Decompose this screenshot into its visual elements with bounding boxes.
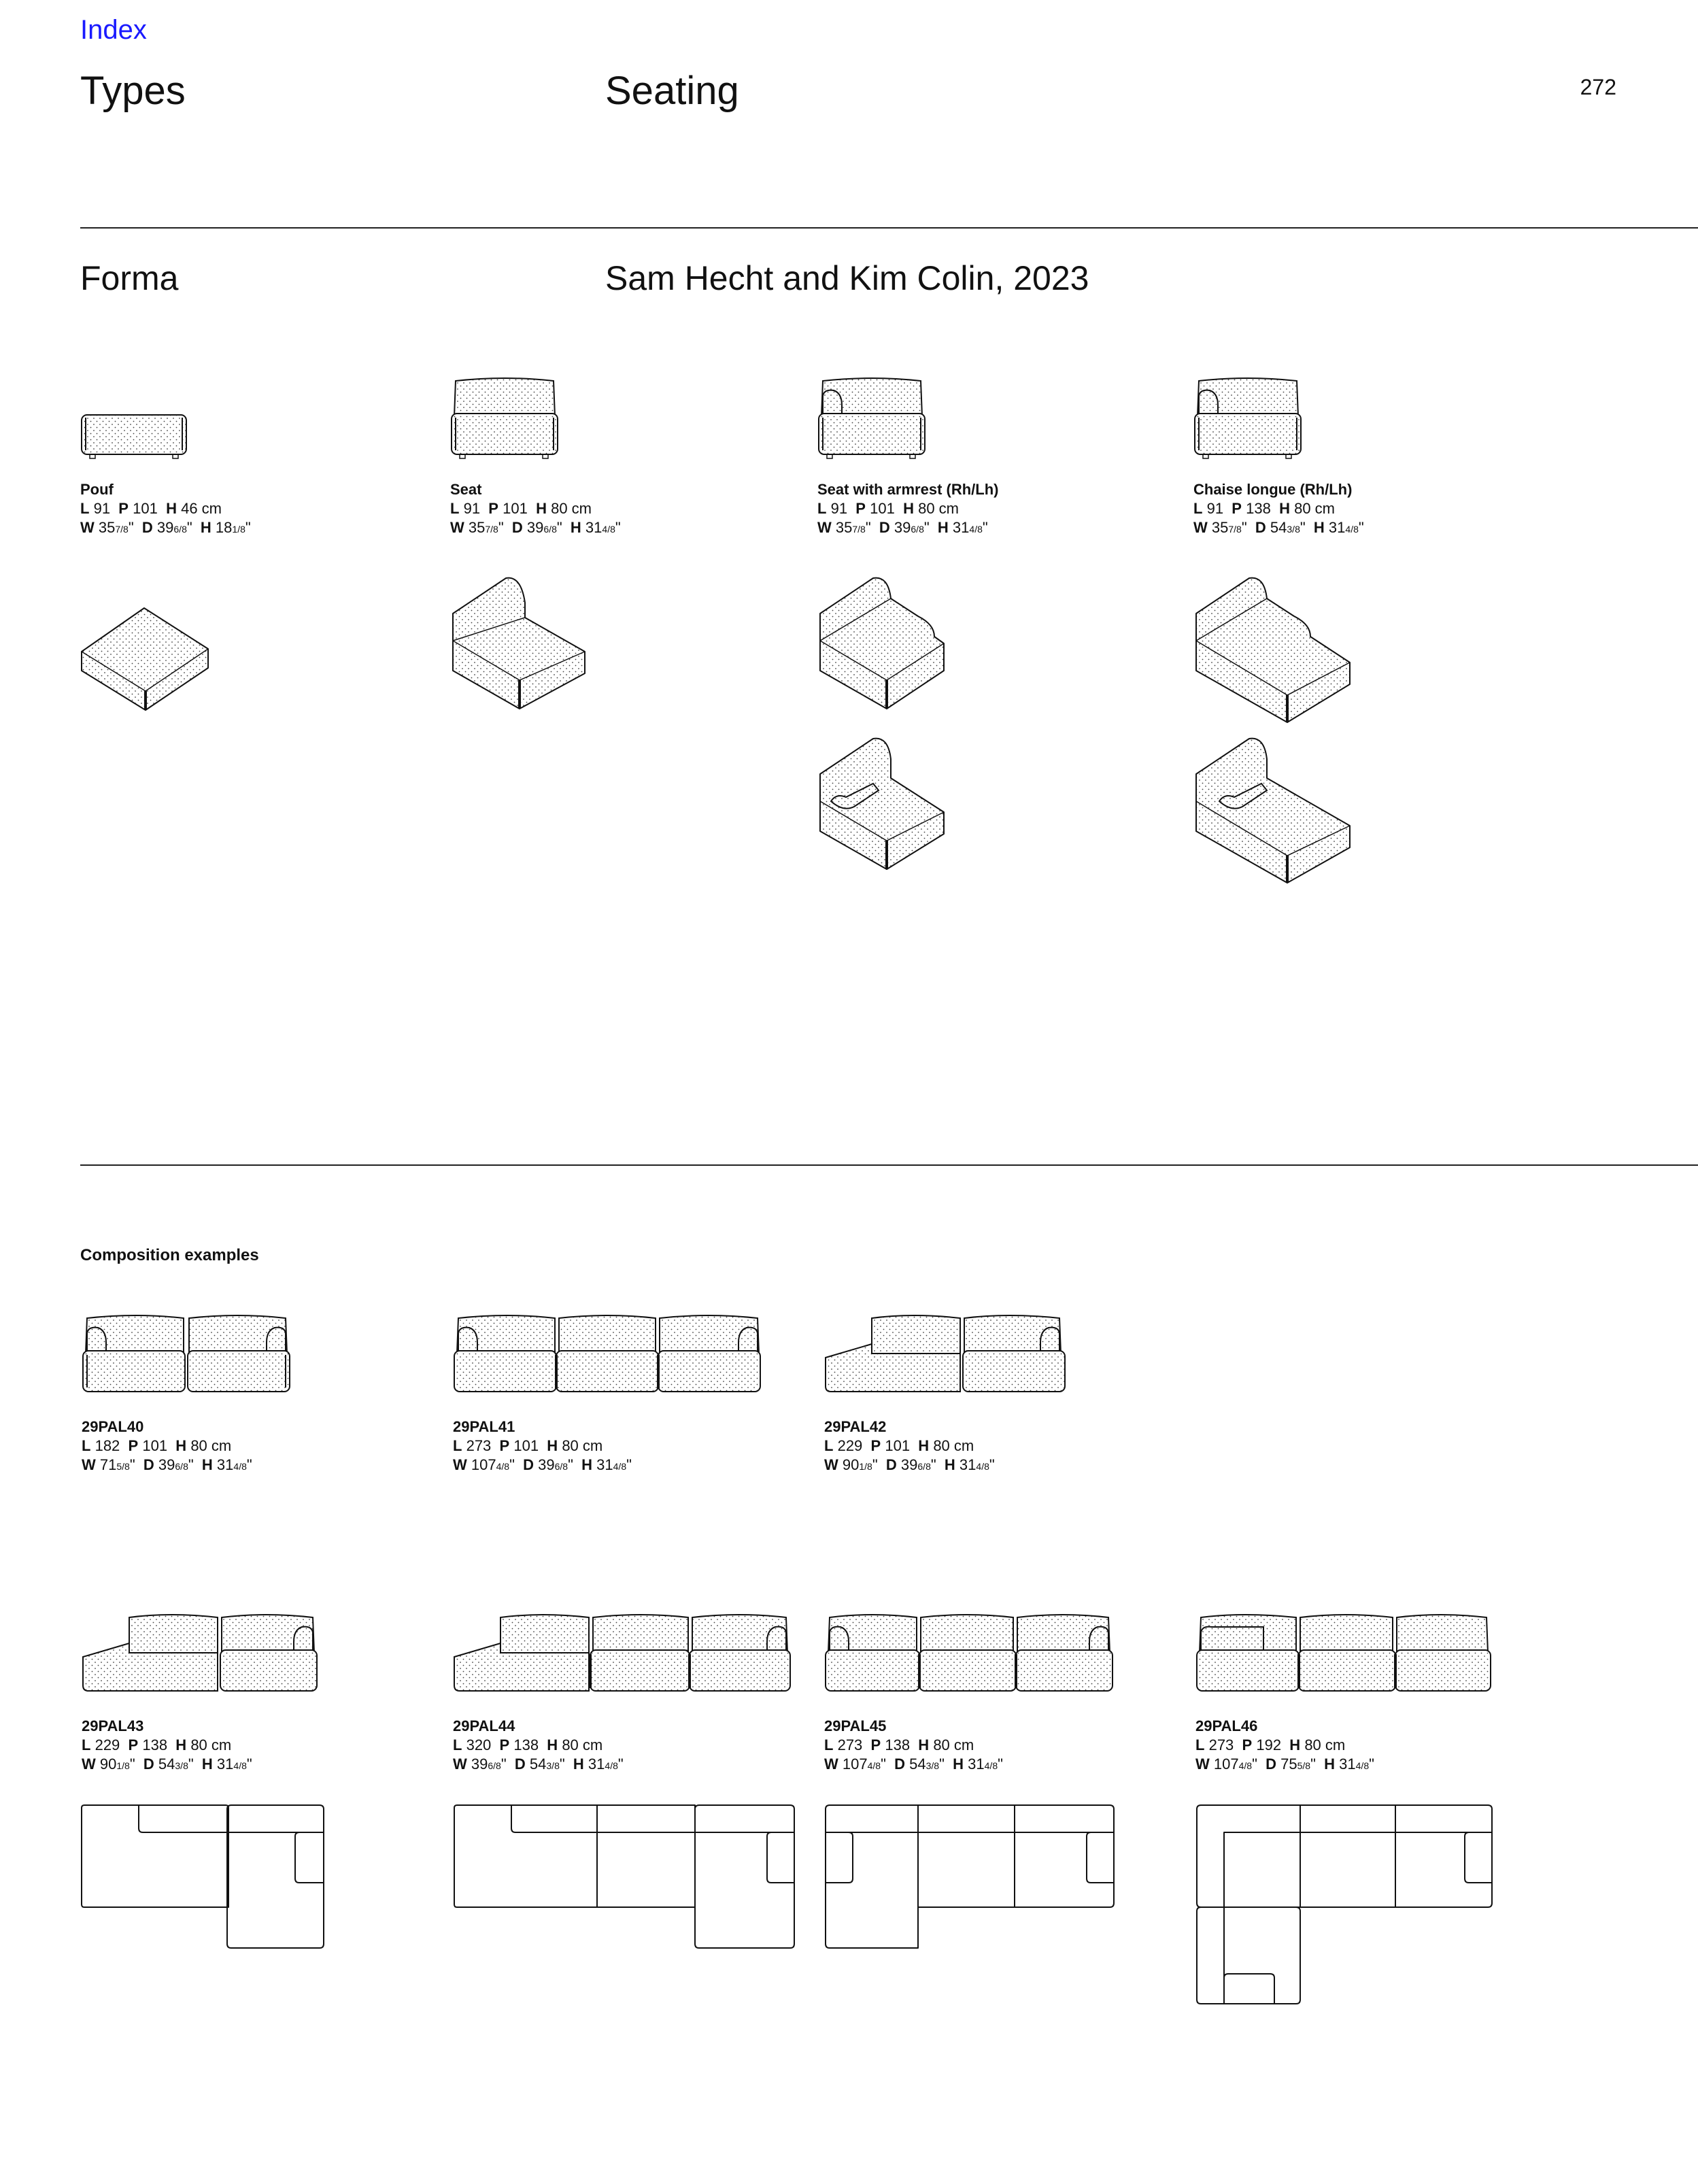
pouf-isometric-drawing [79,604,212,713]
category-title: Types [80,69,186,113]
composition-29PAL46-drawing [1195,1612,1495,1696]
seat-armrest-isometric-alt-drawing [816,736,952,872]
composition-29PAL41-drawing [453,1313,763,1397]
chaise-longue-isometric-alt-drawing [1192,736,1355,886]
composition-label [82,1417,252,1476]
composition-label [453,1717,624,1775]
imperial-dimensions: W 715/8" D 396/8" H 314/8" [82,1456,252,1473]
seat-armrest-front-drawing [817,375,926,460]
composition-code: 29PAL46 [1195,1717,1258,1734]
composition-29PAL44-drawing [453,1612,793,1696]
composition-29PAL43-drawing [82,1612,320,1696]
index-link[interactable]: Index [80,15,147,45]
element-label-seat-armrest [817,480,998,539]
element-name: Seat [450,481,482,498]
composition-29PAL45-plan-drawing [824,1804,1123,1953]
imperial-dimensions: W 1074/8" D 755/8" H 314/8" [1195,1755,1374,1773]
composition-label [82,1717,252,1775]
composition-label [453,1417,632,1476]
divider [80,1164,1698,1166]
page-number: 272 [1580,75,1616,99]
imperial-dimensions: W 901/8" D 396/8" H 314/8" [824,1456,995,1473]
element-label-pouf [80,480,251,539]
seat-front-drawing [450,375,559,460]
seat-isometric-drawing [449,575,585,711]
composition-label [824,1717,1003,1775]
composition-code: 29PAL42 [824,1418,887,1435]
element-name: Chaise longue (Rh/Lh) [1193,481,1353,498]
composition-29PAL42-drawing [824,1313,1069,1397]
composition-code: 29PAL44 [453,1717,515,1734]
seat-armrest-isometric-drawing [816,575,952,711]
chaise-longue-isometric-drawing [1192,575,1355,725]
imperial-dimensions: W 357/8" D 396/8" H 314/8" [450,519,621,536]
metric-dimensions: L 273 P 138 H 80 cm [824,1736,974,1753]
composition-29PAL45-drawing [824,1612,1117,1696]
element-label-chaise-longue [1193,480,1364,539]
metric-dimensions: L 273 P 101 H 80 cm [453,1437,603,1454]
composition-label [1195,1717,1374,1775]
imperial-dimensions: W 1074/8" D 396/8" H 314/8" [453,1456,632,1473]
section-title: Seating [605,69,739,113]
metric-dimensions: L 229 P 101 H 80 cm [824,1437,974,1454]
composition-29PAL46-plan-drawing [1195,1804,1495,2008]
metric-dimensions: L 320 P 138 H 80 cm [453,1736,603,1753]
metric-dimensions: L 229 P 138 H 80 cm [82,1736,232,1753]
metric-dimensions: L 91 P 101 H 46 cm [80,500,222,517]
element-label-seat [450,480,621,539]
imperial-dimensions: W 901/8" D 543/8" H 314/8" [82,1755,252,1773]
composition-code: 29PAL43 [82,1717,144,1734]
designer-credit: Sam Hecht and Kim Colin, 2023 [605,259,1089,297]
metric-dimensions: L 182 P 101 H 80 cm [82,1437,232,1454]
pouf-front-drawing [80,411,189,460]
metric-dimensions: L 91 P 101 H 80 cm [450,500,592,517]
compositions-title: Composition examples [80,1246,259,1264]
chaise-longue-front-drawing [1193,375,1302,460]
product-name: Forma [80,259,179,297]
imperial-dimensions: W 396/8" D 543/8" H 314/8" [453,1755,624,1773]
composition-code: 29PAL40 [82,1418,144,1435]
composition-29PAL43-plan-drawing [80,1804,325,1953]
metric-dimensions: L 91 P 101 H 80 cm [817,500,959,517]
composition-code: 29PAL45 [824,1717,887,1734]
metric-dimensions: L 91 P 138 H 80 cm [1193,500,1335,517]
imperial-dimensions: W 357/8" D 543/8" H 314/8" [1193,519,1364,536]
imperial-dimensions: W 357/8" D 396/8" H 181/8" [80,519,251,536]
composition-code: 29PAL41 [453,1418,515,1435]
element-name: Pouf [80,481,114,498]
imperial-dimensions: W 357/8" D 396/8" H 314/8" [817,519,988,536]
metric-dimensions: L 273 P 192 H 80 cm [1195,1736,1346,1753]
divider [80,227,1698,229]
imperial-dimensions: W 1074/8" D 543/8" H 314/8" [824,1755,1003,1773]
element-name: Seat with armrest (Rh/Lh) [817,481,999,498]
composition-29PAL40-drawing [82,1313,291,1397]
composition-label [824,1417,995,1476]
composition-29PAL44-plan-drawing [453,1804,800,1953]
